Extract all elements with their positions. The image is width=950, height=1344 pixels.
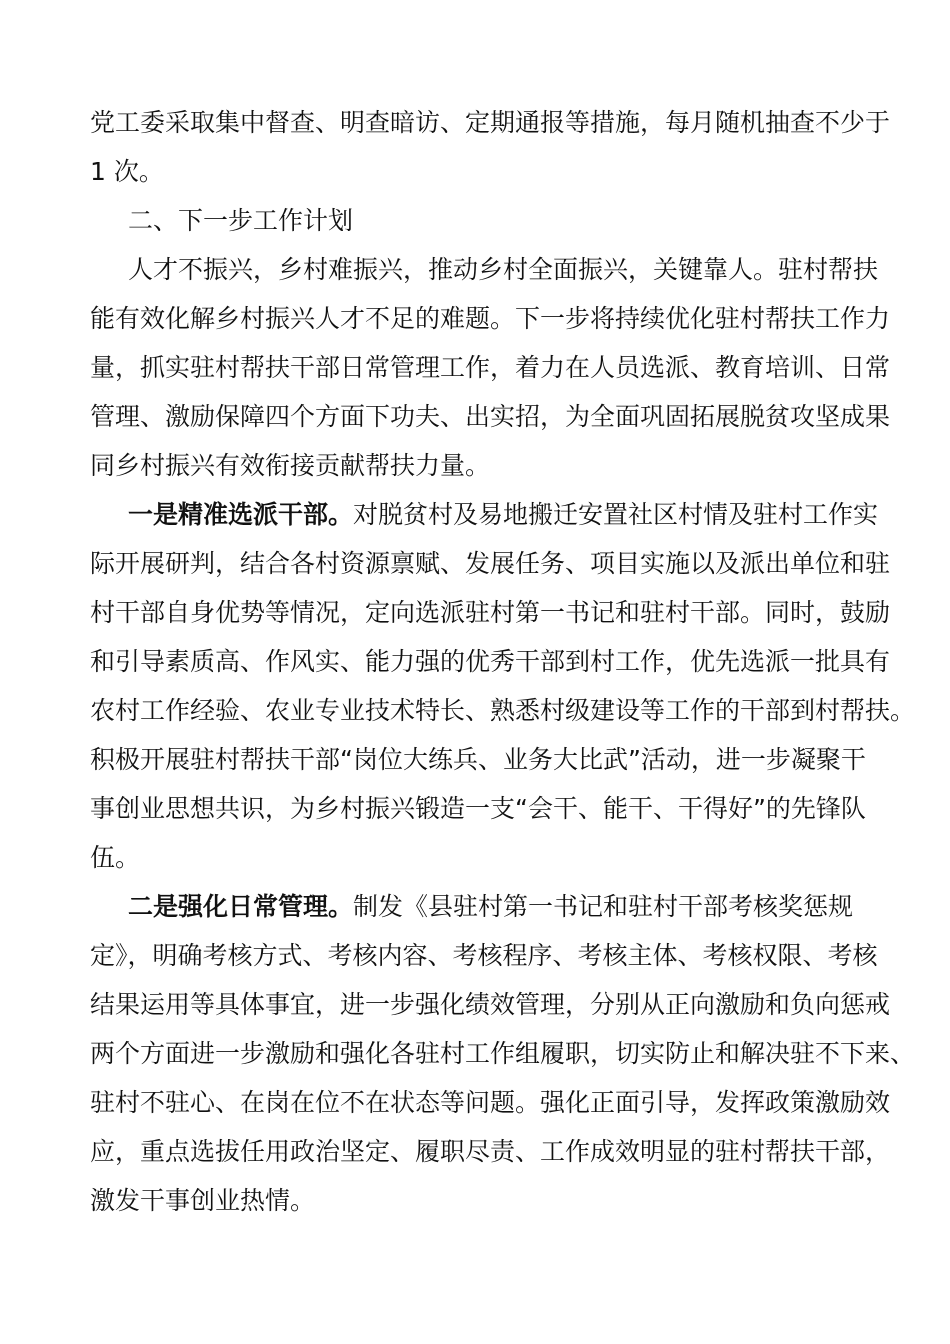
paragraph-4 <box>90 882 916 1225</box>
text-line <box>90 490 879 539</box>
text-line: 际开展研判，结合各村资源禀赋、发展任务、项目实施以及派出单位和驻 <box>90 549 891 578</box>
text-line: 人才不振兴，乡村难振兴，推动乡村全面振兴，关键靠人。驻村帮扶 <box>128 255 879 284</box>
paragraph-3 <box>90 490 916 882</box>
text-line <box>90 882 870 931</box>
paragraph-1 <box>90 98 891 196</box>
text-line: 村干部自身优势等情况，定向选派驻村第一书记和驻村干部。同时，鼓励 <box>90 598 891 627</box>
text-line: 应，重点选拔任用政治坚定、履职尽责、工作成效明显的驻村帮扶干部， <box>90 1137 891 1166</box>
text-line: 能有效化解乡村振兴人才不足的难题。下一步将持续优化驻村帮扶工作力 <box>90 304 891 333</box>
text-line: 积极开展驻村帮扶干部“岗位大练兵、业务大比武”活动，进一步凝聚干 <box>90 745 866 774</box>
text-run: 对脱贫村及易地搬迁安置社区村情及驻村工作实 <box>353 500 879 529</box>
text-line: 伍。 <box>90 843 141 872</box>
text-line: 事创业思想共识，为乡村振兴锻造一支“会干、能干、干得好”的先锋队 <box>90 794 866 823</box>
text-line: 1 次。 <box>90 157 164 186</box>
paragraph-2 <box>90 245 891 490</box>
document-page <box>90 98 916 1225</box>
text-line: 结果运用等具体事宜，进一步强化绩效管理，分别从正向激励和负向惩戒 <box>90 990 891 1019</box>
text-line: 驻村不驻心、在岗在位不在状态等问题。强化正面引导，发挥政策激励效 <box>90 1088 891 1117</box>
bold-lead: 二是强化日常管理。 <box>128 892 354 921</box>
bold-lead: 一是精准选派干部。 <box>128 500 354 529</box>
section-heading-text: 二、下一步工作计划 <box>128 206 354 235</box>
text-line: 和引导素质高、作风实、能力强的优秀干部到村工作，优先选派一批具有 <box>90 647 891 676</box>
text-line: 农村工作经验、农业专业技术特长、熟悉村级建设等工作的干部到村帮扶。 <box>90 696 916 725</box>
text-line: 管理、激励保障四个方面下功夫、出实招，为全面巩固拓展脱贫攻坚成果 <box>90 402 891 431</box>
text-line: 激发干事创业热情。 <box>90 1186 316 1215</box>
text-line: 两个方面进一步激励和强化各驻村工作组履职，切实防止和解决驻不下来、 <box>90 1039 916 1068</box>
section-heading <box>90 196 870 245</box>
text-line: 同乡村振兴有效衔接贡献帮扶力量。 <box>90 451 491 480</box>
text-line: 党工委采取集中督查、明查暗访、定期通报等措施，每月随机抽查不少于 <box>90 108 891 137</box>
text-run: 制发《县驻村第一书记和驻村干部考核奖惩规 <box>353 892 854 921</box>
text-line: 定》，明确考核方式、考核内容、考核程序、考核主体、考核权限、考核 <box>90 941 878 970</box>
text-line: 量，抓实驻村帮扶干部日常管理工作，着力在人员选派、教育培训、日常 <box>90 353 891 382</box>
